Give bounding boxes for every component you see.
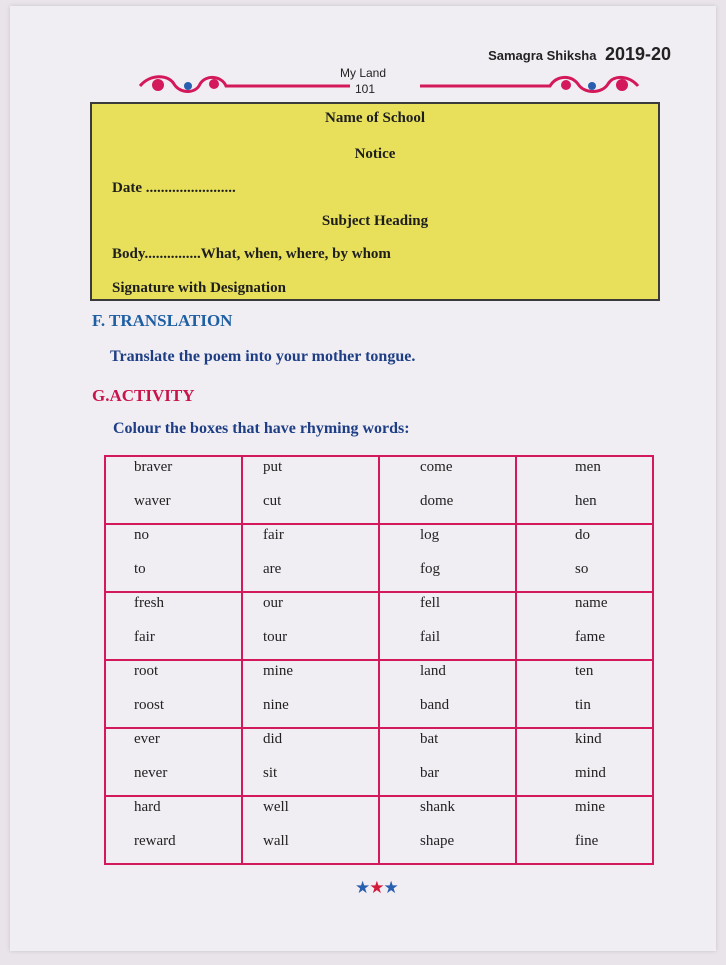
page <box>10 6 716 951</box>
rhyme-word: to <box>134 561 146 577</box>
rhyme-word: never <box>134 765 168 781</box>
rhyme-word: shape <box>420 833 455 849</box>
rhyme-word: are <box>263 561 282 577</box>
rhyme-box[interactable] <box>516 796 653 864</box>
rhyme-word: fell <box>420 595 440 611</box>
rhyme-table <box>104 455 654 865</box>
section-f-heading: F. TRANSLATION <box>92 311 233 330</box>
section-g-instruction: Colour the boxes that have rhyming words: <box>113 420 410 437</box>
section-g-heading: G.ACTIVITY <box>92 386 195 405</box>
rhyme-word: fog <box>420 561 440 577</box>
rhyme-box[interactable] <box>242 524 379 592</box>
rhyme-word: bar <box>420 765 440 781</box>
rhyme-word: cut <box>263 493 282 509</box>
rhyme-word: sit <box>263 765 278 781</box>
ornament-right-icon <box>420 72 650 98</box>
rhyme-word: name <box>575 595 608 611</box>
rhyme-box[interactable] <box>379 592 516 660</box>
rhyme-word: roost <box>134 697 164 713</box>
rhyme-word: well <box>263 799 289 815</box>
rhyme-word: wall <box>263 833 289 849</box>
notice-label: Notice <box>354 146 396 162</box>
rhyme-word: root <box>134 663 159 679</box>
rhyme-box[interactable] <box>105 660 242 728</box>
rhyme-word: so <box>575 561 589 577</box>
rhyme-box[interactable] <box>379 660 516 728</box>
rhyme-word: band <box>420 697 450 713</box>
rhyme-word: shank <box>420 799 455 815</box>
notice-signature: Signature with Designation <box>112 280 286 296</box>
page-number: 101 <box>355 82 376 96</box>
rhyme-word: ten <box>575 663 594 679</box>
rhyme-word: fail <box>420 629 440 645</box>
rhyme-word: braver <box>134 459 173 475</box>
rhyme-word: put <box>263 459 283 475</box>
rhyme-word: do <box>575 527 590 543</box>
rhyme-row <box>105 660 653 728</box>
rhyme-box[interactable] <box>379 524 516 592</box>
notice-format-box <box>90 102 660 301</box>
section-f-instruction: Translate the poem into your mother tongue. <box>110 348 416 365</box>
rhyme-box[interactable] <box>105 728 242 796</box>
rhyme-word: no <box>134 527 149 543</box>
chapter-title: My Land <box>340 66 387 80</box>
header-series <box>488 44 671 65</box>
rhyme-word: mine <box>263 663 293 679</box>
rhyme-box[interactable] <box>379 796 516 864</box>
notice-body: Body...............What, when, where, by whom <box>112 246 391 262</box>
rhyme-word: tour <box>263 629 288 645</box>
rhyme-word: fair <box>263 527 284 543</box>
rhyme-box[interactable] <box>242 456 379 524</box>
rhyme-box[interactable] <box>516 592 653 660</box>
rhyme-box[interactable] <box>105 796 242 864</box>
rhyme-word: fair <box>134 629 155 645</box>
rhyme-word: hen <box>575 493 597 509</box>
rhyme-box[interactable] <box>516 660 653 728</box>
rhyme-word: ever <box>134 731 160 747</box>
rhyme-word: nine <box>263 697 289 713</box>
rhyme-word: log <box>420 527 440 543</box>
rhyme-word: bat <box>420 731 439 747</box>
rhyme-word: come <box>420 459 453 475</box>
rhyme-word: dome <box>420 493 454 509</box>
ornament-left-icon <box>130 72 350 98</box>
rhyme-word: fame <box>575 629 605 645</box>
rhyme-row <box>105 524 653 592</box>
notice-school-name: Name of School <box>325 110 425 126</box>
rhyme-word: tin <box>575 697 591 713</box>
rhyme-box[interactable] <box>379 728 516 796</box>
rhyme-box[interactable] <box>516 456 653 524</box>
rhyme-word: reward <box>134 833 176 849</box>
rhyme-word: fresh <box>134 595 164 611</box>
rhyme-word: mind <box>575 765 606 781</box>
rhyme-box[interactable] <box>105 592 242 660</box>
rhyme-row <box>105 456 653 524</box>
rhyme-word: mine <box>575 799 605 815</box>
rhyme-row <box>105 796 653 864</box>
series-year: 2019-20 <box>604 44 671 64</box>
rhyme-box[interactable] <box>516 524 653 592</box>
rhyme-box[interactable] <box>242 592 379 660</box>
rhyme-box[interactable] <box>242 660 379 728</box>
notice-subject-heading: Subject Heading <box>321 213 429 229</box>
rhyme-box[interactable] <box>242 796 379 864</box>
rhyme-row <box>105 728 653 796</box>
rhyme-box[interactable] <box>516 728 653 796</box>
rhyme-word: fine <box>575 833 599 849</box>
rhyme-box[interactable] <box>105 456 242 524</box>
rhyme-word: hard <box>134 799 161 815</box>
rhyme-word: kind <box>575 731 602 747</box>
rhyme-word: land <box>420 663 446 679</box>
rhyme-box[interactable] <box>242 728 379 796</box>
rhyme-word: waver <box>134 493 171 509</box>
rhyme-word: did <box>263 731 283 747</box>
rhyme-word: men <box>575 459 601 475</box>
rhyme-table-body <box>105 456 653 864</box>
stars-icon: ★★★ <box>355 878 398 897</box>
rhyme-box[interactable] <box>105 524 242 592</box>
rhyme-row <box>105 592 653 660</box>
notice-date: Date ........................ <box>112 180 236 196</box>
series-name: Samagra Shiksha <box>488 48 597 63</box>
rhyme-word: our <box>263 595 283 611</box>
rhyme-box[interactable] <box>379 456 516 524</box>
